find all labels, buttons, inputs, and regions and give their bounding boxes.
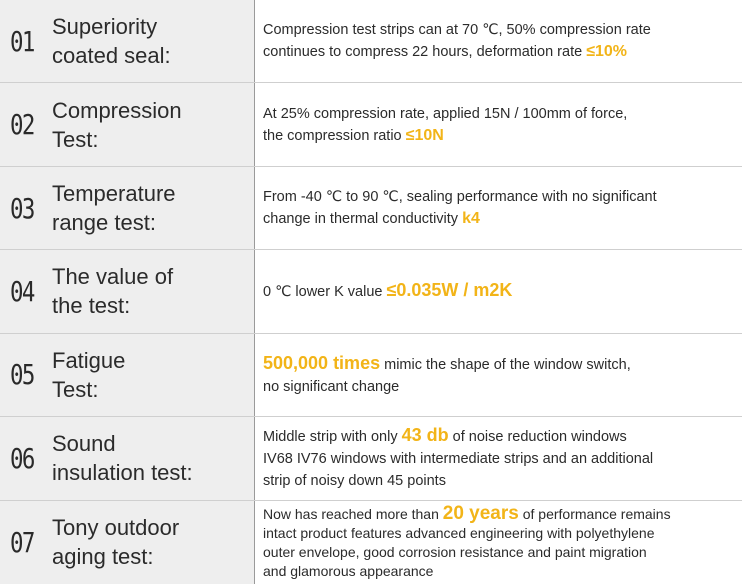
test-label-cell bbox=[0, 334, 255, 416]
test-description bbox=[255, 501, 742, 584]
description-text: Now has reached more than bbox=[263, 505, 443, 522]
description-text: the compression ratio bbox=[263, 127, 406, 144]
test-label-cell bbox=[0, 501, 255, 584]
description-line bbox=[263, 448, 736, 470]
test-title: Temperature range test: bbox=[52, 181, 176, 236]
test-row bbox=[0, 334, 742, 417]
test-row bbox=[0, 167, 742, 250]
description-line bbox=[263, 208, 736, 230]
test-label-cell bbox=[0, 167, 255, 249]
description-text: of performance remains bbox=[518, 505, 671, 522]
description-line bbox=[263, 41, 736, 63]
highlight-value: ≤10% bbox=[586, 43, 628, 61]
description-text: IV68 IV76 windows with intermediate strips and an additional bbox=[263, 451, 654, 468]
description-text: Middle strip with only bbox=[263, 429, 402, 446]
description-text: mimic the shape of the window switch, bbox=[380, 356, 631, 373]
test-number: 02 bbox=[10, 108, 34, 142]
test-description bbox=[255, 417, 742, 499]
test-row bbox=[0, 417, 742, 500]
highlight-value: 20 years bbox=[442, 502, 519, 524]
test-description bbox=[255, 0, 742, 82]
description-text: outer envelope, good corrosion resistance and paint migration bbox=[263, 543, 647, 560]
description-text: At 25% compression rate, applied 15N / 100mm of force, bbox=[263, 105, 628, 122]
test-description bbox=[255, 167, 742, 249]
test-number: 06 bbox=[10, 441, 34, 475]
description-text: strip of noisy down 45 points bbox=[263, 473, 446, 490]
test-description bbox=[255, 83, 742, 165]
test-number: 05 bbox=[10, 358, 34, 392]
description-text: Compression test strips can at 70 ℃, 50% compression rate bbox=[263, 22, 651, 39]
test-title: Compression Test: bbox=[52, 97, 182, 152]
test-title: Superiority coated seal: bbox=[52, 14, 171, 69]
test-number: 07 bbox=[10, 525, 34, 559]
highlight-value: 43 db bbox=[401, 425, 449, 446]
test-title: Fatigue Test: bbox=[52, 347, 126, 402]
description-line bbox=[263, 470, 736, 492]
test-label-cell bbox=[0, 83, 255, 165]
description-text: change in thermal conductivity bbox=[263, 211, 463, 228]
highlight-value: ≤0.035W / m2K bbox=[386, 280, 513, 301]
highlight-value: 500,000 times bbox=[263, 352, 381, 373]
description-text: no significant change bbox=[263, 378, 400, 395]
test-label-cell bbox=[0, 0, 255, 82]
description-text: From -40 ℃ to 90 ℃, sealing performance with no significant bbox=[263, 189, 657, 206]
test-label-cell bbox=[0, 250, 255, 332]
description-text: 0 ℃ lower K value bbox=[263, 284, 387, 301]
description-line bbox=[263, 504, 736, 524]
description-line bbox=[263, 279, 736, 303]
description-text: continues to compress 22 hours, deformation rate bbox=[263, 44, 587, 61]
description-line bbox=[263, 424, 736, 448]
test-number: 04 bbox=[10, 274, 34, 308]
description-line bbox=[263, 376, 736, 398]
description-line bbox=[263, 543, 736, 562]
description-text: of noise reduction windows bbox=[448, 429, 627, 446]
description-line bbox=[263, 352, 736, 376]
highlight-value: ≤10N bbox=[405, 126, 444, 144]
test-description bbox=[255, 334, 742, 416]
test-title: Sound insulation test: bbox=[52, 431, 193, 486]
highlight-value: k4 bbox=[462, 210, 480, 228]
test-row bbox=[0, 250, 742, 333]
test-number: 01 bbox=[10, 24, 34, 58]
description-line bbox=[263, 103, 736, 125]
test-row bbox=[0, 83, 742, 166]
description-line bbox=[263, 562, 736, 581]
description-line bbox=[263, 524, 736, 543]
test-title: Tony outdoor aging test: bbox=[52, 515, 180, 570]
description-line bbox=[263, 19, 736, 41]
test-row bbox=[0, 501, 742, 584]
test-number: 03 bbox=[10, 191, 34, 225]
description-line bbox=[263, 186, 736, 208]
description-text: and glamorous appearance bbox=[263, 562, 434, 579]
test-row bbox=[0, 0, 742, 83]
test-description bbox=[255, 250, 742, 332]
description-text: intact product features advanced engineering with polyethylene bbox=[263, 524, 655, 541]
test-title: The value of the test: bbox=[52, 264, 174, 319]
test-label-cell bbox=[0, 417, 255, 499]
description-line bbox=[263, 125, 736, 147]
